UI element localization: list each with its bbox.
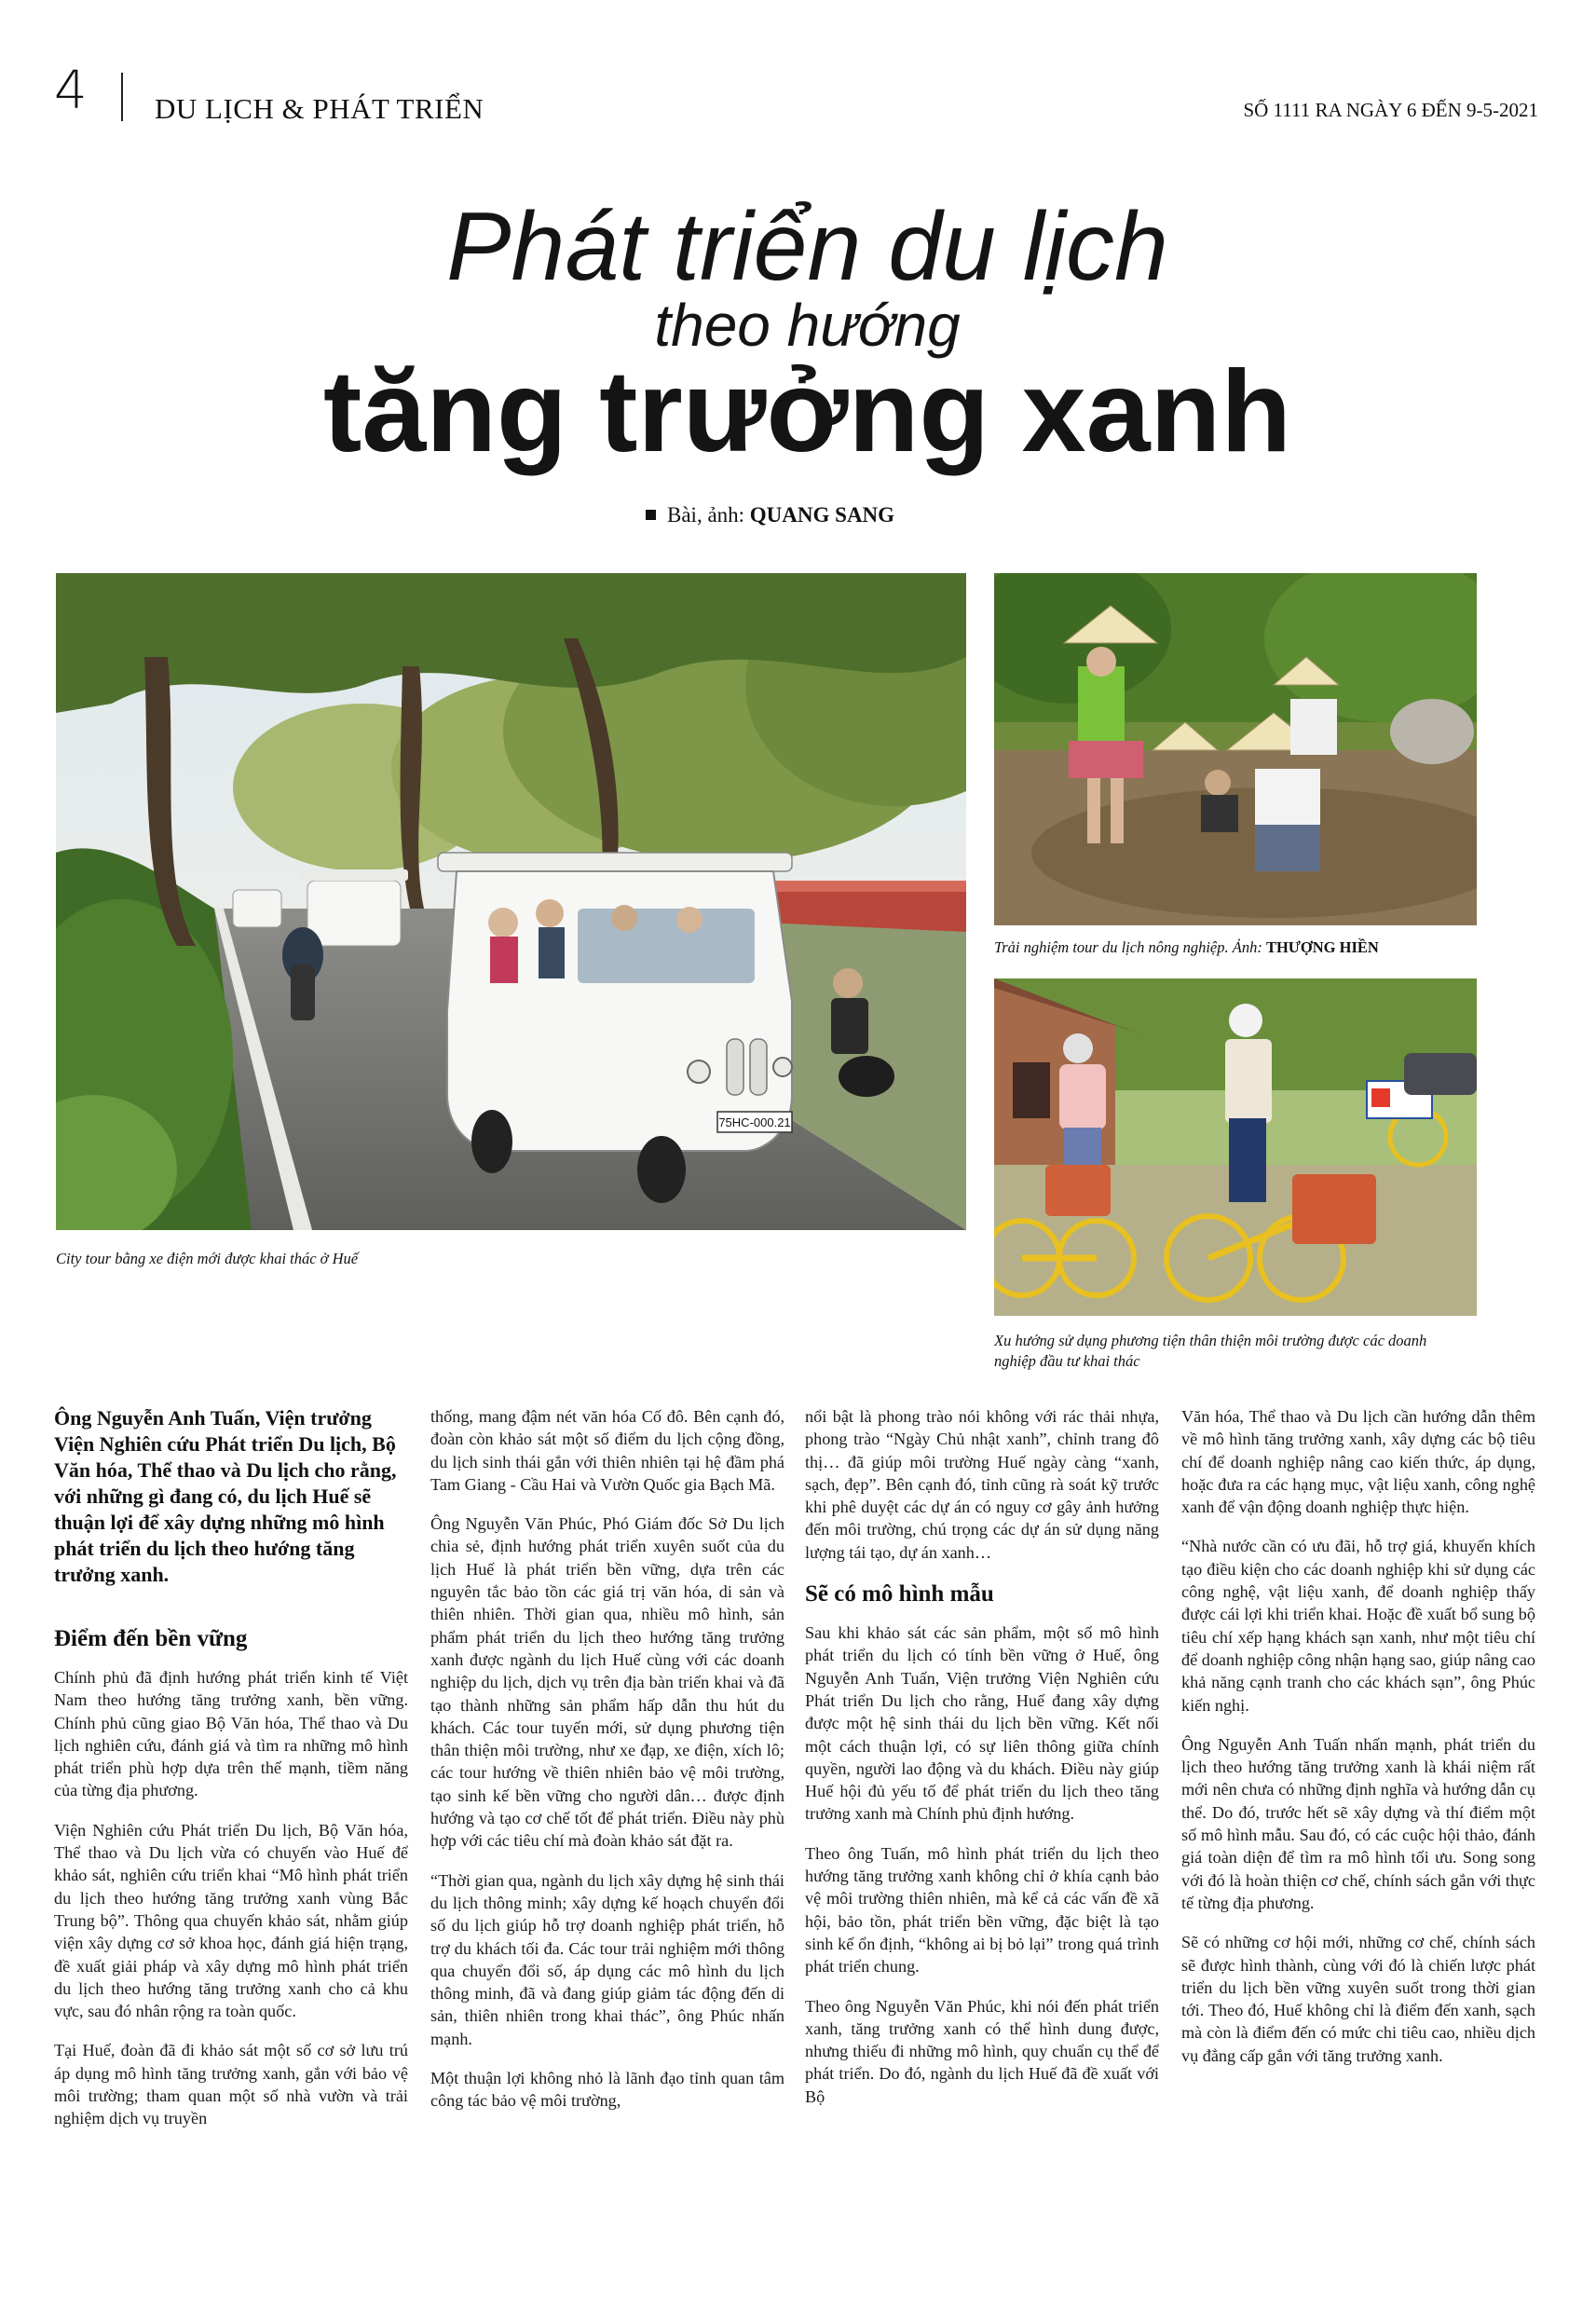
photo-bicycles bbox=[994, 978, 1477, 1316]
paragraph: Văn hóa, Thể thao và Du lịch cần hướng dẫn thêm về mô hình tăng trưởng xanh, xây dựng các bộ tiêu chí để doanh nghiệp nâng cao kiến thức, áp dụng, hoặc đưa ra các hạng mục, vật liệu xanh, công nghệ xanh để vận động doanh nghiệp thực hiện. bbox=[1181, 1407, 1535, 1517]
byline-bullet bbox=[646, 510, 656, 520]
article-column-4 bbox=[1181, 1405, 1535, 2084]
paragraph: Chính phủ đã định hướng phát triển kinh tế Việt Nam theo hướng tăng trưởng xanh, bền vững. Chính phủ cũng giao Bộ Văn hóa, Thể thao và Du lịch nghiên cứu, đánh giá và tìm ra những mô hình phát triển phù hợp dựa trên thế mạnh, tiềm năng của từng địa phương. bbox=[54, 1668, 408, 1800]
headline-line-3: tăng trưởng xanh bbox=[322, 348, 1292, 476]
photo-farming-tour bbox=[994, 573, 1477, 925]
issue-info: SỐ 1111 RA NGÀY 6 ĐẾN 9-5-2021 bbox=[1243, 99, 1538, 121]
section-name: DU LỊCH & PHÁT TRIỂN bbox=[155, 92, 484, 125]
license-plate: 75HC-000.21 bbox=[718, 1115, 791, 1129]
paragraph: Một thuận lợi không nhỏ là lãnh đạo tỉnh quan tâm công tác bảo vệ môi trường, bbox=[430, 2069, 784, 2111]
bicycle-photo-caption: Xu hướng sử dụng phương tiện thân thiện môi trường được các doanh nghiệp đầu tư khai thác bbox=[994, 1332, 1427, 1370]
article-lead: Ông Nguyễn Anh Tuấn, Viện trưởng Viện Nghiên cứu Phát triển Du lịch, Bộ Văn hóa, Thể thao và Du lịch cho rằng, với những gì đang có, du lịch Huế sẽ thuận lợi để xây dựng những mô hình phát triển du lịch theo hướng tăng trưởng xanh. bbox=[54, 1406, 397, 1586]
subhead-se-co-mo-hinh-mau: Sẽ có mô hình mẫu bbox=[805, 1581, 994, 1607]
farming-photo-caption bbox=[994, 937, 1516, 958]
paragraph: Theo ông Nguyễn Văn Phúc, khi nói đến phát triển xanh, tăng trưởng xanh có thể hình dung được, nhưng thiếu đi những mô hình, quy chuẩn cụ thể để phát triển. Do đó, ngành du lịch Huế đã đề xuất với Bộ bbox=[805, 1996, 1159, 2106]
main-photo-caption: City tour bằng xe điện mới được khai thác ở Huế bbox=[56, 1250, 359, 1267]
article-column-3 bbox=[805, 1405, 1159, 2125]
paragraph: Theo ông Tuấn, mô hình phát triển du lịch theo hướng tăng trưởng xanh không chỉ ở khía cạnh bảo vệ môi trường thiên nhiên, mà kể cả các vấn đề xã hội, bảo tồn, phát triển bền vững, đặc biệt là tạo sinh kế ổn định, “không ai bị bỏ lại” trong quá trình phát triển chung. bbox=[805, 1843, 1159, 1977]
byline-author: QUANG SANG bbox=[749, 503, 895, 527]
paragraph: Ông Nguyễn Văn Phúc, Phó Giám đốc Sở Du lịch chia sẻ, định hướng phát triển xuyên suốt của du lịch Huế là phát triển bền vững, dựa trên các nguyên tắc bảo tồn các giá trị văn hóa, di sản và thiên nhiên. Thời gian qua, nhiều mô hình, sản phẩm phát triển du lịch theo hướng tăng trưởng xanh được ngành du lịch Huế cùng với các doanh nghiệp du lịch, dịch vụ trên địa bàn triển khai và đã tạo thành những sản phẩm hấp dẫn thu hút du khách. Các tour tuyến mới, sử dụng phương tiện thân thiện môi trường, như xe đạp, xe điện, xích lô; các tour hướng về thiên nhiên bảo vệ môi trường, tạo sinh kế bền vững cho người dân… được định hướng và tạo cơ chế tốt để phát triển. Điều này phù hợp với các tiêu chí mà đoàn khảo sát đặt ra. bbox=[430, 1514, 784, 1851]
paragraph: Tại Huế, đoàn đã đi khảo sát một số cơ sở lưu trú áp dụng mô hình tăng trưởng xanh, gắn với bảo vệ môi trường; tham quan một số nhà vườn và trải nghiệm dịch vụ truyền bbox=[54, 2041, 408, 2128]
paragraph: “Thời gian qua, ngành du lịch xây dựng hệ sinh thái du lịch thông minh; xây dựng kế hoạch chuyển đổi số du lịch giúp hỗ trợ doanh nghiệp phát triển, hỗ trợ du khách tối đa. Các tour trải nghiệm mới thông qua chuyển đổi số, áp dụng các mô hình du lịch thông minh, đã và đang giúp giảm tác động đến di sản, thiên nhiên trong khai thác”, ông Phúc nhấn mạnh. bbox=[430, 1870, 784, 2048]
paragraph: nổi bật là phong trào nói không với rác thải nhựa, phong trào “Ngày Chủ nhật xanh”, chỉnh trang đô thị… đã giúp môi trường Huế ngày càng “xanh, sạch, đẹp”. Bên cạnh đó, tỉnh cũng rà soát kỹ trước khi phê duyệt các dự án có nguy cơ gây ảnh hưởng đến môi trường, chú trọng các dự án sử dụng năng lượng tái tạo, dự án xanh… bbox=[805, 1407, 1159, 1562]
subhead-diem-den-ben-vung: Điểm đến bền vững bbox=[54, 1626, 248, 1651]
paragraph: Sẽ có những cơ hội mới, những cơ chế, chính sách sẽ được hình thành, cùng với đó là chiến lược phát triển du lịch bền vững xuyên suốt trong thời gian tới. Theo đó, Huế không chỉ là điểm đến xanh, sạch mà còn là điểm đến có mức chi tiêu cao, nhiều dịch vụ đẳng cấp gắn với tăng trưởng xanh. bbox=[1181, 1933, 1535, 2065]
byline-prefix: Bài, ảnh: bbox=[667, 503, 745, 527]
paragraph: “Nhà nước cần có ưu đãi, hỗ trợ giá, khuyến khích tạo điều kiện cho các doanh nghiệp khi sử dụng các công nghệ, vật liệu xanh, để doanh nghiệp thấy được cái lợi khi triển khai. Hoặc đề xuất bổ sung bộ tiêu chí xếp hạng khách sạn xanh, như một tiêu chí để doanh nghiệp công nhận hạng sao, giúp nâng cao khả năng cạnh tranh cho các khách sạn”, ông Phúc kiến nghị. bbox=[1181, 1537, 1535, 1715]
main-photo-electric-cars bbox=[56, 573, 966, 1230]
article-column-1 bbox=[54, 1405, 408, 2147]
headline-line-1: Phát triển du lịch bbox=[446, 193, 1168, 301]
byline bbox=[646, 503, 894, 527]
farming-caption-text: Trải nghiệm tour du lịch nông nghiệp. Ảnh: bbox=[994, 938, 1262, 956]
headline-line-2: theo hướng bbox=[654, 292, 961, 359]
paragraph: thống, mang đậm nét văn hóa Cố đô. Bên cạnh đó, đoàn còn khảo sát một số điểm du lịch cộng đồng, du lịch sinh thái gắn với thiên nhiên tại hệ đầm phá Tam Giang - Cầu Hai và Vườn Quốc gia Bạch Mã. bbox=[430, 1407, 784, 1494]
article-column-2 bbox=[430, 1405, 784, 2129]
farming-caption-credit: THƯỢNG HIỀN bbox=[1265, 938, 1379, 956]
paragraph: Sau khi khảo sát các sản phẩm, một số mô hình phát triển du lịch có tính bền vững ở Huế, ông Nguyễn Anh Tuấn, Viện trưởng Viện Nghiên cứu Phát triển Du lịch cho rằng, Huế đang xây dựng được một hệ sinh thái du lịch bền vững. Kết nối một cách thuận lợi, có sự liên thông giữa chính quyền, người lao động và du khách. Điều này giúp Huế hội đủ yếu tố để phát triển du lịch theo tăng trưởng xanh mà Chính phủ định hướng. bbox=[805, 1623, 1159, 1824]
paragraph: Ông Nguyễn Anh Tuấn nhấn mạnh, phát triển du lịch theo hướng tăng trưởng xanh là khái niệm rất mới nên chưa có những định nghĩa và hướng dẫn cụ thể. Do đó, trước hết sẽ xây dựng và thí điểm một số mô hình mẫu. Sau đó, có các cuộc hội thảo, đánh giá toàn diện để tìm ra mô hình tối ưu. Song song với đó là hoàn thiện cơ chế, chính sách gắn với thực tế từng địa phương. bbox=[1181, 1734, 1535, 1912]
page-number: 4 bbox=[54, 61, 88, 121]
paragraph: Viện Nghiên cứu Phát triển Du lịch, Bộ Văn hóa, Thể thao và Du lịch vừa có chuyến vào Huế để khảo sát, nghiên cứu triển khai “Mô hình phát triển du lịch theo hướng tăng trưởng xanh vùng Bắc Trung bộ”. Thông qua chuyến khảo sát, nhằm giúp viện xây dựng cơ sở khoa học, đánh giá hiện trạng, đề xuất giải pháp và xây dựng mô hình phát triển du lịch theo hướng tăng trưởng xanh cho cả khu vực, sau đó nhân rộng ra toàn quốc. bbox=[54, 1820, 408, 2021]
header-divider bbox=[121, 73, 123, 121]
